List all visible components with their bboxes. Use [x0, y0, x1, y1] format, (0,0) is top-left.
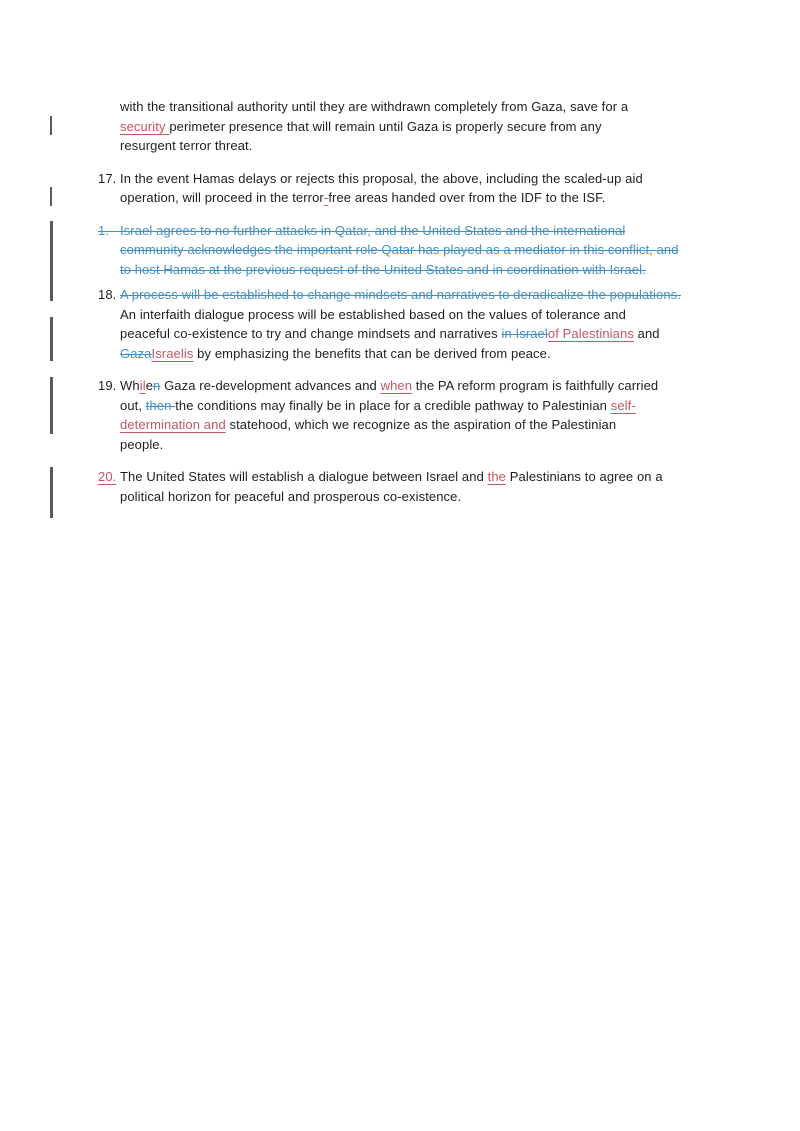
text-run: peaceful co-existence to try and change mindsets and narratives	[120, 326, 502, 341]
list-number-del: 1.	[98, 222, 128, 238]
text-run: In the event Hamas delays or rejects this proposal, the above, including the scaled-up aid	[120, 170, 643, 186]
text-line	[120, 240, 758, 260]
text-line	[120, 487, 758, 507]
para-20	[98, 467, 758, 506]
text-run: e	[145, 378, 154, 393]
text-run: with the transitional authority until they are withdrawn completely from Gaza, save for a	[120, 99, 629, 114]
text-run: the conditions may finally be in place for a credible pathway to Palestinian	[175, 397, 611, 413]
inserted-text: -	[323, 190, 329, 205]
text-line	[120, 136, 758, 156]
deleted-text: in Israel	[501, 326, 548, 341]
text-line	[120, 188, 758, 208]
para-deleted-item-1	[98, 221, 758, 280]
text-run: The United States will establish a dialogue between Israel and	[120, 469, 488, 484]
document-body	[98, 97, 758, 519]
text-line	[120, 97, 758, 117]
text-run: people.	[120, 436, 164, 452]
change-bar	[50, 187, 52, 206]
deleted-text: then	[145, 397, 176, 413]
list-number-ins: 20.	[98, 469, 117, 484]
inserted-text: determination and	[120, 417, 226, 432]
text-run: perimeter presence that will remain until Gaza is properly secure from any	[169, 118, 602, 134]
text-run: operation, will proceed in the terror	[120, 190, 324, 205]
change-bar	[50, 221, 53, 301]
text-run: resurgent terror threat.	[120, 138, 253, 153]
list-number: 17.	[98, 170, 117, 186]
text-line	[120, 305, 758, 325]
text-run: Gaza re-development advances and	[160, 378, 381, 393]
text-run: Wh	[120, 378, 140, 393]
change-bar	[50, 116, 52, 135]
para-16-continuation	[98, 97, 758, 156]
text-run: Palestinians to agree on a	[506, 469, 663, 484]
text-line	[120, 396, 758, 416]
text-run: statehood, which we recognize as the aspiration of the Palestinian	[225, 417, 617, 432]
text-run: the PA reform program is faithfully carried	[412, 378, 659, 393]
deleted-text: n	[153, 378, 161, 393]
para-19	[98, 376, 758, 454]
inserted-text: il	[139, 378, 146, 393]
deleted-text: to host Hamas at the previous request of the United States and in coordination with Israel.	[120, 261, 646, 277]
inserted-text: when	[380, 378, 413, 393]
para-17	[98, 169, 758, 208]
text-line	[120, 221, 758, 241]
text-run: political horizon for peaceful and prosperous co-existence.	[120, 488, 462, 504]
list-number: 18.	[98, 287, 117, 302]
text-run: and	[633, 326, 660, 341]
text-line	[120, 376, 758, 396]
change-bar	[50, 377, 53, 434]
deleted-text: community acknowledges the important role Qatar has played as a mediator in this conflict, and	[120, 242, 679, 257]
deleted-text: Israel agrees to no further attacks in Qatar, and the United States and the international	[120, 222, 626, 238]
inserted-text: security	[120, 118, 170, 134]
change-bar	[50, 467, 53, 518]
inserted-text: the	[487, 469, 507, 484]
text-run: out,	[120, 397, 146, 413]
text-run: by emphasizing the benefits that can be derived from peace.	[193, 345, 551, 361]
list-number: 19.	[98, 378, 117, 393]
deleted-text: Gaza	[120, 345, 152, 361]
text-line	[120, 117, 758, 137]
text-line	[120, 435, 758, 455]
inserted-text: of Palestinians	[547, 326, 634, 341]
text-line	[120, 324, 758, 344]
text-line	[120, 260, 758, 280]
para-18	[98, 285, 758, 363]
text-line	[120, 415, 758, 435]
inserted-text: self-	[610, 397, 636, 413]
inserted-text: Israelis	[151, 345, 194, 361]
text-line	[120, 285, 758, 305]
text-line	[120, 344, 758, 364]
text-run: free areas handed over from the IDF to the ISF.	[328, 190, 606, 205]
text-run: An interfaith dialogue process will be established based on the values of tolerance and	[120, 306, 626, 322]
text-line	[120, 467, 758, 487]
deleted-text: A process will be established to change mindsets and narratives to deradicalize the populations.	[120, 287, 681, 302]
change-bar	[50, 317, 53, 361]
text-line	[120, 169, 758, 189]
